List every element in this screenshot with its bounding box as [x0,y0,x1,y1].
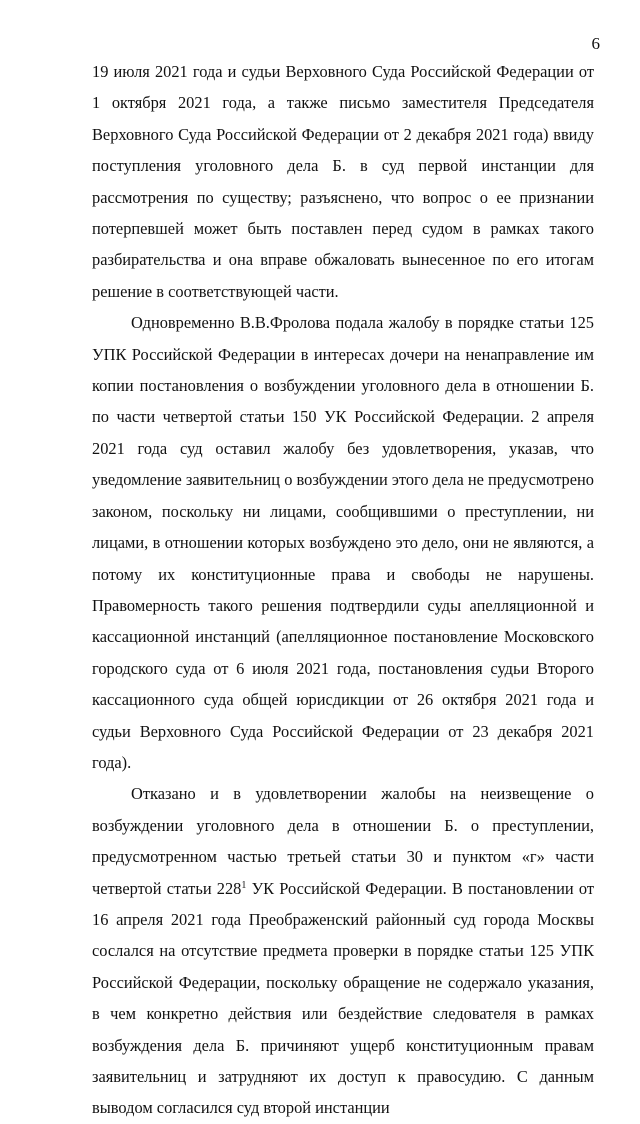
paragraph-3-text-end: УК Российской Федерации. В постановлении от 16 апреля 2021 года Преображенский районный суд города Москвы сослался на отсутствие предмета проверки в порядке статьи 125 УПК Российской Федерации, поскольку обращение не содержало указания, в чем конкретно действия или бездействие следователя в рамках возбуждения дела Б. причиняют ущерб конституционным правам заявительниц и затрудняют их доступ к правосудию. С данным выводом согласился суд второй инстанции [92,878,594,1118]
paragraph-3 [92,778,594,1123]
paragraph-1: 19 июля 2021 года и судьи Верховного Суда Российской Федерации от 1 октября 2021 года, а также письмо заместителя Председателя Верховного Суда Российской Федерации от 2 декабря 2021 года) ввиду поступления уголовного дела Б. в суд первой инстанции для рассмотрения по существу; разъяснено, что вопрос о ее признании потерпевшей может быть поставлен перед судом в рамках такого разбирательства и она вправе обжаловать вынесенное по его итогам решение в соответствующей части. [92,62,594,301]
superscript-marker: 1 [241,879,247,891]
paragraph-2: Одновременно В.В.Фролова подала жалобу в порядке статьи 125 УПК Российской Федерации в интересах дочери на ненаправление им копии постановления о возбуждении уголовного дела в отношении Б. по части четвертой статьи 150 УК Российской Федерации. 2 апреля 2021 года суд оставил жалобу без удовлетворения, указав, что уведомление заявительниц о возбуждении этого дела не предусмотрено законом, поскольку ни лицами, сообщившими о преступлении, ни лицами, в отношении которых возбуждено это дело, они не являются, а потому их конституционные права и свободы не нарушены. Правомерность такого решения подтвердили суды апелляционной и кассационной инстанций (апелляционное постановление Московского городского суда от 6 июля 2021 года, постановления судьи Второго кассационного суда общей юрисдикции от 26 октября 2021 года и судьи Верховного Суда Российской Федерации от 23 декабря 2021 года). [92,313,594,772]
paragraph-3-text-start: Отказано и в удовлетворении жалобы на неизвещение о возбуждении уголовного дела в отношении Б. о преступлении, предусмотренном частью третьей статьи 30 и пунктом «г» части четвертой статьи 228 [92,784,594,898]
document-body [92,56,594,1124]
page-number: 6 [591,34,600,53]
